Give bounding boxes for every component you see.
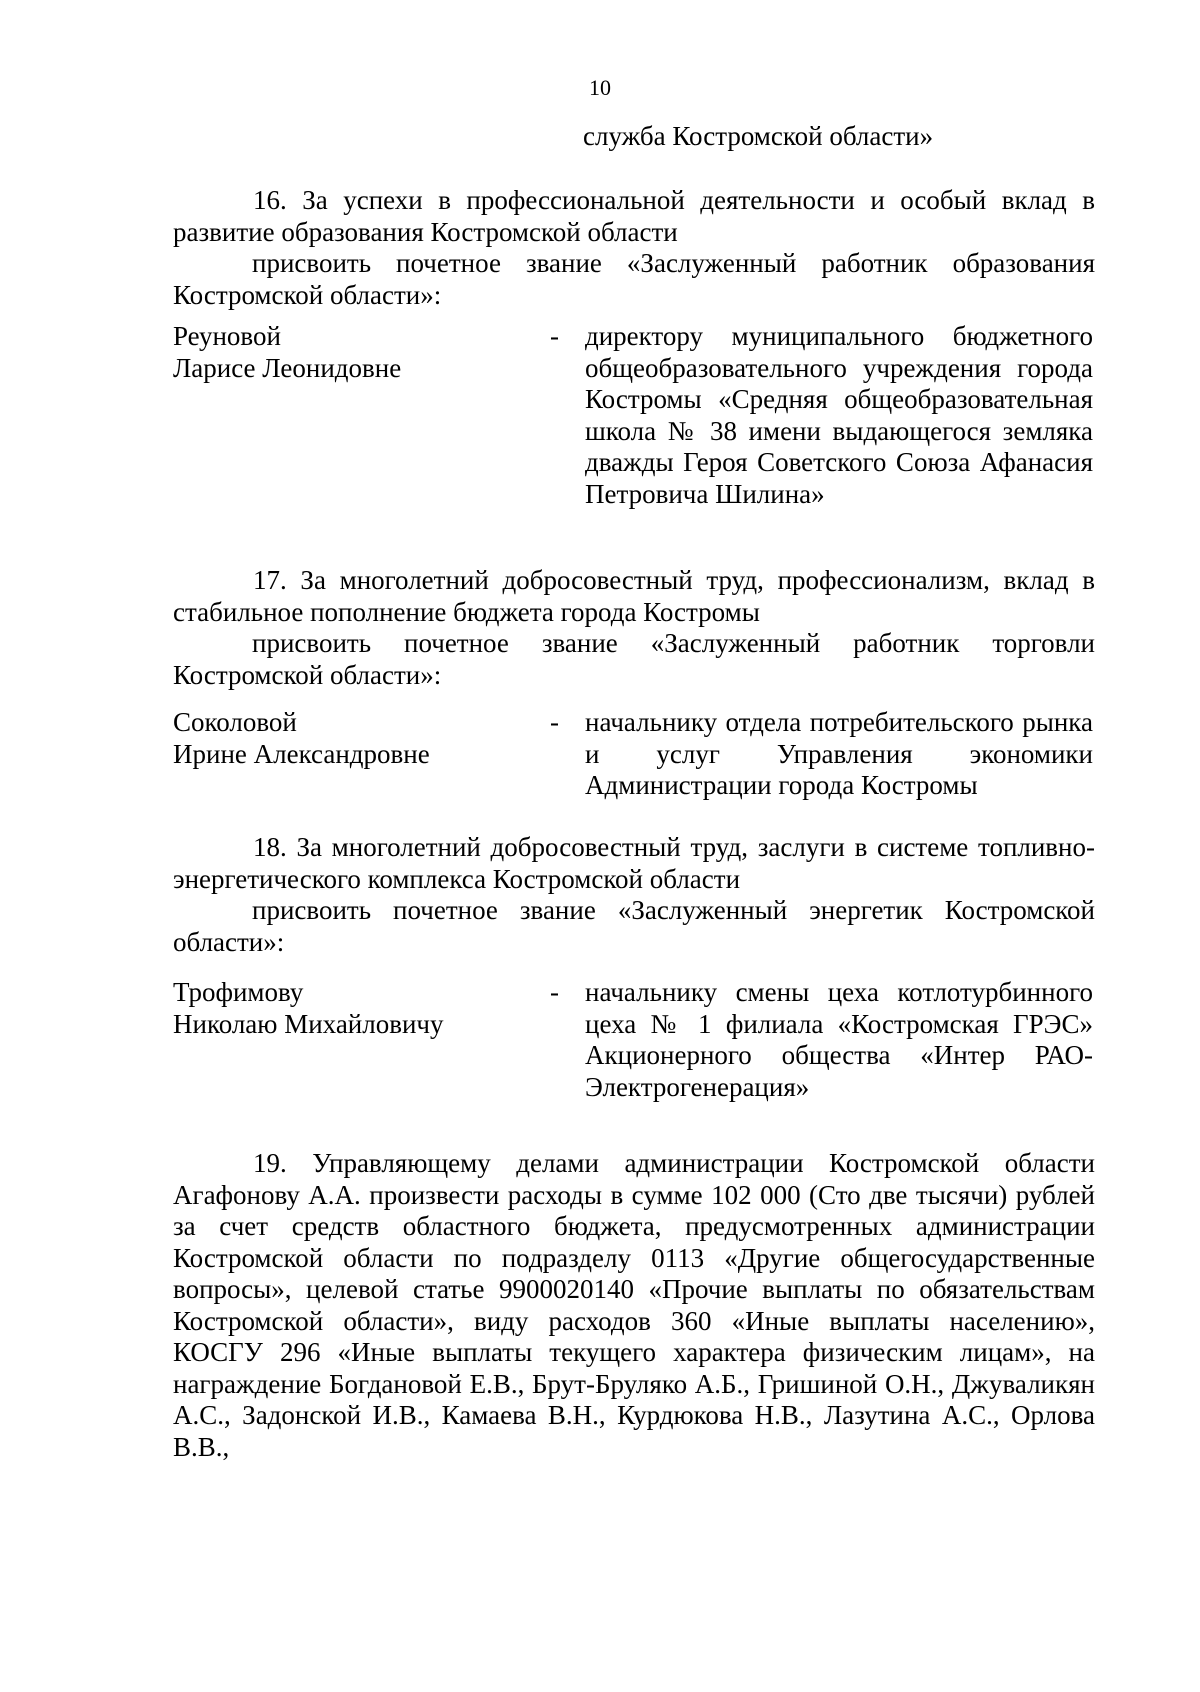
entry-dash: -: [550, 977, 559, 1007]
awardee-surname: Трофимову: [173, 977, 304, 1007]
section-18-lead: 18. За многолетний добросовестный труд, заслуги в системе топливно-энергетического комплекса Костромской области: [173, 832, 1095, 894]
awardee-given-names: Ларисе Леонидовне: [173, 352, 402, 383]
section-19: [173, 1148, 1095, 1463]
section-17-award: присвоить почетное звание «Заслуженный работник торговли Костромской области»:: [173, 628, 1095, 690]
section-16-lead: 16. За успехи в профессиональной деятельности и особый вклад в развитие образования Костромской области: [173, 185, 1095, 247]
awardee-position: директору муниципального бюджетного общеобразовательного учреждения города Костромы «Средняя общеобразовательная школа № 38 имени выдающегося земляка дважды Героя Советского Союза Афанасия Петровича Шилина»: [585, 321, 1093, 509]
awardee-given-names: Ирине Александровне: [173, 738, 430, 769]
section-17-lead: 17. За многолетний добросовестный труд, профессионализм, вклад в стабильное пополнение бюджета города Костромы: [173, 565, 1095, 627]
awardee-name: [173, 321, 553, 384]
entry-dash: -: [550, 707, 559, 737]
awardee-given-names: Николаю Михайловичу: [173, 1008, 444, 1039]
section-16-award: присвоить почетное звание «Заслуженный работник образования Костромской области»:: [173, 248, 1095, 310]
page-number: 10: [589, 75, 611, 100]
awardee-surname: Реуновой: [173, 321, 281, 351]
awardee-position: начальнику отдела потребительского рынка и услуг Управления экономики Администрации города Костромы: [585, 707, 1093, 800]
section-17: [173, 565, 1095, 691]
awardee-position: начальнику смены цеха котлотурбинного цеха № 1 филиала «Костромская ГРЭС» Акционерного общества «Интер РАО-Электрогенерация»: [585, 977, 1093, 1102]
awardee-name: [173, 707, 553, 770]
awardee-surname: Соколовой: [173, 707, 297, 737]
awardee-name: [173, 977, 553, 1040]
section-18-award: присвоить почетное звание «Заслуженный энергетик Костромской области»:: [173, 895, 1095, 957]
section-18: [173, 832, 1095, 958]
entry-dash: -: [550, 321, 559, 351]
continuation-line: служба Костромской области»: [583, 121, 934, 151]
section-16: [173, 185, 1095, 311]
section-19-paragraph: 19. Управляющему делами администрации Костромской области Агафонову А.А. произвести расходы в сумме 102 000 (Сто две тысячи) рублей за счет средств областного бюджета, предусмотренных администрации Костромской области по подразделу 0113 «Другие общегосударственные вопросы», целевой статье 9900020140 «Прочие выплаты по обязательствам Костромской области», виду расходов 360 «Иные выплаты населению», КОСГУ 296 «Иные выплаты текущего характера физическим лицам», на награждение Богдановой Е.В., Брут-Бруляко А.Б., Гришиной О.Н., Джуваликян А.С., Задонской И.В., Камаева В.Н., Курдюкова Н.В., Лазутина А.С., Орлова В.В.,: [173, 1148, 1095, 1462]
